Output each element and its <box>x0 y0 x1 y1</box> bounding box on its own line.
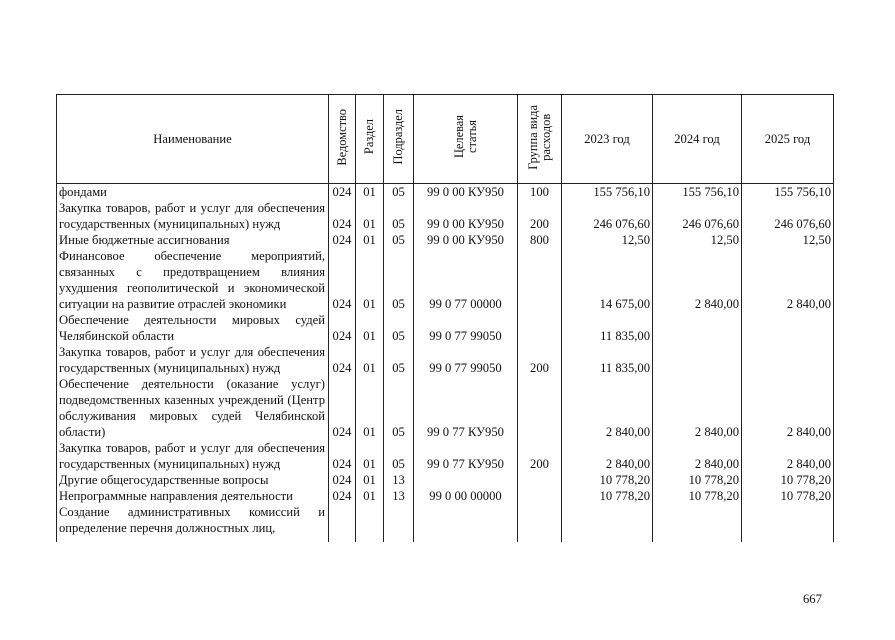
cell-2025: 155 756,10 <box>742 184 834 201</box>
cell-2023: 11 835,00 <box>562 312 653 344</box>
cell-2024: 2 840,00 <box>653 248 742 312</box>
cell-2025: 2 840,00 <box>742 376 834 440</box>
header-2025: 2025 год <box>742 95 834 184</box>
cell-celevaya-statya: 99 0 77 00000 <box>414 248 518 312</box>
cell-celevaya-statya: 99 0 00 КУ950 <box>414 232 518 248</box>
cell-2024 <box>653 504 742 542</box>
cell-razdel: 01 <box>356 200 384 232</box>
cell-celevaya-statya: 99 0 77 КУ950 <box>414 376 518 440</box>
cell-2023: 11 835,00 <box>562 344 653 376</box>
cell-2025: 2 840,00 <box>742 440 834 472</box>
cell-2023: 12,50 <box>562 232 653 248</box>
page-number: 667 <box>803 592 822 606</box>
cell-celevaya-statya: 99 0 00 КУ950 <box>414 200 518 232</box>
cell-name: Обеспечение деятельности мировых судей Челябинской области <box>57 312 329 344</box>
cell-2023: 155 756,10 <box>562 184 653 201</box>
header-2023: 2023 год <box>562 95 653 184</box>
cell-gruppa-vida-rashodov: 200 <box>518 440 562 472</box>
table-body <box>57 184 834 543</box>
table-row <box>57 200 834 232</box>
cell-razdel: 01 <box>356 376 384 440</box>
cell-gruppa-vida-rashodov: 200 <box>518 200 562 232</box>
cell-vedomstvo <box>329 504 356 542</box>
table-row <box>57 504 834 542</box>
cell-podrazdel: 13 <box>384 472 414 488</box>
cell-razdel: 01 <box>356 344 384 376</box>
cell-name: Другие общегосударственные вопросы <box>57 472 329 488</box>
cell-podrazdel: 05 <box>384 312 414 344</box>
cell-2025 <box>742 504 834 542</box>
cell-2023 <box>562 504 653 542</box>
header-razdel: Раздел <box>356 95 384 184</box>
cell-2024: 246 076,60 <box>653 200 742 232</box>
cell-vedomstvo: 024 <box>329 184 356 201</box>
cell-podrazdel: 05 <box>384 200 414 232</box>
cell-gruppa-vida-rashodov: 100 <box>518 184 562 201</box>
cell-vedomstvo: 024 <box>329 344 356 376</box>
cell-razdel: 01 <box>356 248 384 312</box>
table-row <box>57 184 834 201</box>
cell-gruppa-vida-rashodov: 200 <box>518 344 562 376</box>
cell-razdel: 01 <box>356 312 384 344</box>
table-header-row <box>57 95 834 184</box>
cell-2025 <box>742 344 834 376</box>
table-row <box>57 312 834 344</box>
cell-2023: 2 840,00 <box>562 376 653 440</box>
cell-gruppa-vida-rashodov <box>518 504 562 542</box>
header-podrazdel: Подраздел <box>384 95 414 184</box>
cell-gruppa-vida-rashodov <box>518 472 562 488</box>
cell-2024: 2 840,00 <box>653 376 742 440</box>
cell-podrazdel <box>384 504 414 542</box>
cell-podrazdel: 05 <box>384 376 414 440</box>
cell-vedomstvo: 024 <box>329 376 356 440</box>
cell-2025 <box>742 312 834 344</box>
cell-vedomstvo: 024 <box>329 472 356 488</box>
cell-name: Закупка товаров, работ и услуг для обеспечения государственных (муниципальных) нужд <box>57 200 329 232</box>
table-row <box>57 472 834 488</box>
cell-2025: 12,50 <box>742 232 834 248</box>
header-2024: 2024 год <box>653 95 742 184</box>
table-row <box>57 440 834 472</box>
cell-2025: 10 778,20 <box>742 472 834 488</box>
table-row <box>57 376 834 440</box>
cell-2024: 155 756,10 <box>653 184 742 201</box>
cell-vedomstvo: 024 <box>329 312 356 344</box>
header-vedomstvo: Ведомство <box>329 95 356 184</box>
table-row <box>57 248 834 312</box>
cell-2025: 2 840,00 <box>742 248 834 312</box>
cell-vedomstvo: 024 <box>329 232 356 248</box>
cell-podrazdel: 05 <box>384 232 414 248</box>
cell-2023: 10 778,20 <box>562 488 653 504</box>
cell-celevaya-statya <box>414 472 518 488</box>
cell-2024 <box>653 312 742 344</box>
cell-podrazdel: 05 <box>384 440 414 472</box>
table-row <box>57 344 834 376</box>
cell-celevaya-statya: 99 0 00 00000 <box>414 488 518 504</box>
cell-podrazdel: 05 <box>384 184 414 201</box>
header-gruppa-vida-rashodov: Группа вида расходов <box>518 95 562 184</box>
header-celevaya-statya: Целевая статья <box>414 95 518 184</box>
cell-name: фондами <box>57 184 329 201</box>
cell-2025: 10 778,20 <box>742 488 834 504</box>
cell-celevaya-statya: 99 0 00 КУ950 <box>414 184 518 201</box>
cell-2023: 2 840,00 <box>562 440 653 472</box>
cell-podrazdel: 05 <box>384 248 414 312</box>
cell-razdel <box>356 504 384 542</box>
cell-vedomstvo: 024 <box>329 200 356 232</box>
cell-name: Закупка товаров, работ и услуг для обеспечения государственных (муниципальных) нужд <box>57 344 329 376</box>
cell-celevaya-statya <box>414 504 518 542</box>
cell-name: Иные бюджетные ассигнования <box>57 232 329 248</box>
cell-gruppa-vida-rashodov: 800 <box>518 232 562 248</box>
cell-razdel: 01 <box>356 472 384 488</box>
cell-2023: 246 076,60 <box>562 200 653 232</box>
cell-razdel: 01 <box>356 440 384 472</box>
cell-name: Создание административных комиссий и определение перечня должностных лиц, <box>57 504 329 542</box>
cell-celevaya-statya: 99 0 77 99050 <box>414 344 518 376</box>
table-row <box>57 488 834 504</box>
cell-gruppa-vida-rashodov <box>518 312 562 344</box>
cell-podrazdel: 05 <box>384 344 414 376</box>
cell-name: Непрограммные направления деятельности <box>57 488 329 504</box>
cell-celevaya-statya: 99 0 77 КУ950 <box>414 440 518 472</box>
cell-gruppa-vida-rashodov <box>518 488 562 504</box>
cell-name: Финансовое обеспечение мероприятий, связанных с предотвращением влияния ухудшения геополитической и экономической ситуации на развитие отраслей экономики <box>57 248 329 312</box>
cell-2023: 10 778,20 <box>562 472 653 488</box>
cell-2025: 246 076,60 <box>742 200 834 232</box>
cell-2024: 12,50 <box>653 232 742 248</box>
cell-2024: 2 840,00 <box>653 440 742 472</box>
cell-2024: 10 778,20 <box>653 472 742 488</box>
cell-vedomstvo: 024 <box>329 440 356 472</box>
cell-name: Обеспечение деятельности (оказание услуг) подведомственных казенных учреждений (Центр обслуживания мировых судей Челябинской области) <box>57 376 329 440</box>
cell-razdel: 01 <box>356 488 384 504</box>
cell-2024 <box>653 344 742 376</box>
cell-gruppa-vida-rashodov <box>518 248 562 312</box>
cell-razdel: 01 <box>356 184 384 201</box>
cell-2024: 10 778,20 <box>653 488 742 504</box>
cell-podrazdel: 13 <box>384 488 414 504</box>
cell-vedomstvo: 024 <box>329 488 356 504</box>
budget-table <box>56 94 834 542</box>
cell-razdel: 01 <box>356 232 384 248</box>
cell-celevaya-statya: 99 0 77 99050 <box>414 312 518 344</box>
table-row <box>57 232 834 248</box>
cell-vedomstvo: 024 <box>329 248 356 312</box>
cell-name: Закупка товаров, работ и услуг для обеспечения государственных (муниципальных) нужд <box>57 440 329 472</box>
cell-2023: 14 675,00 <box>562 248 653 312</box>
header-name: Наименование <box>57 95 329 184</box>
cell-gruppa-vida-rashodov <box>518 376 562 440</box>
